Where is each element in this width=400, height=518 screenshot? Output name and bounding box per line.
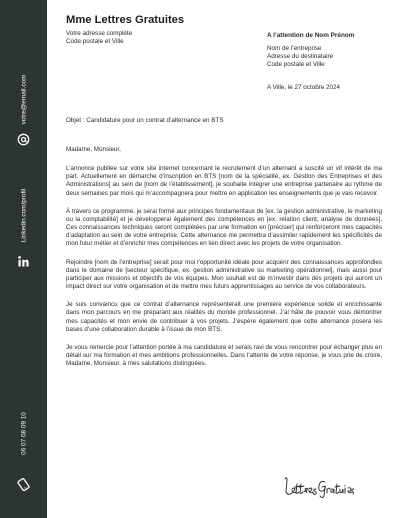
recipient-address: Adresse du destinataire bbox=[267, 53, 334, 61]
recipient-city: Code postale et Ville bbox=[267, 61, 325, 69]
recipient-company: Nom de l’entreprise bbox=[267, 45, 322, 52]
contact-sidebar bbox=[0, 0, 47, 518]
sidebar-linkedin[interactable]: Linkedin.com/profil bbox=[20, 188, 27, 243]
letter-subject: Objet : Candidature pour un contrat d’alternance en BTS bbox=[66, 117, 224, 124]
sidebar-phone[interactable]: 06 07 08 09 10 bbox=[20, 412, 27, 455]
sender-address: Votre adresse complète bbox=[66, 30, 133, 37]
recipient-block bbox=[267, 32, 354, 70]
sender-block bbox=[66, 14, 184, 46]
letter-date: A Ville, le 27 octobre 2024 bbox=[267, 84, 341, 91]
paragraph: L’annonce publiée sur votre site internet concernant le recrutement d’un alternant a suscité un vif intérêt de ma part. Actuellement en démarche d’inscription en BTS [nom de la spécialité, ex. Gestion des Entreprises et des Administrations] au sein de [nom de l’établissement], je souhaite intégrer une entreprise partenaire au rythme de deux semaines par mois qui m’accompagnera pour mettre en application les enseignements que je vais recevoir. bbox=[66, 165, 382, 197]
recipient-title: A l’attention de Nom Prénom bbox=[267, 32, 355, 39]
paragraph: Je vous remercie pour l’attention portée à ma candidature et serais ravi de vous rencontrer pour échanger plus en détail sur ma formation et mes ambitions professionnelles. Dans l’attente de votre réponse, je vous prie de croire, Madame, Monsieur, à mes salutations distinguées. bbox=[66, 343, 382, 368]
paragraph: À travers ce programme, je serai formé aux principes fondamentaux de [ex. la gestion administrative, le marketing ou la comptabilité] et je développerai également des compétences en [ex. relation client, analyse de données]. Ces connaissances techniques seront complétées par une formation en [préciser] qui renforceront mes capacités d’adaptation au sein de votre entreprise. Cette alternance me permettra d’assimiler rapidement les spécificités de mon futur métier et d’enrichir mes compétences en lien direct avec les projets de votre organisation. bbox=[66, 207, 382, 248]
paragraph: Rejoindre [nom de l’entreprise] serait pour moi l’opportunité idéale pour acquérir des connaissances approfondies dans le domaine de [secteur spécifique, ex. gestion administrative ou marketing opérationnel], mais aussi pour participer aux missions et objectifs de vos équipes. Mon souhait est de m’investir dans des projets qui auront un impact direct sur votre organisation et de mettre mes futurs apprentissages au service de vos collaborateurs. bbox=[66, 258, 382, 291]
sender-city: Code postale et Ville bbox=[66, 38, 124, 46]
linkedin-icon bbox=[17, 255, 30, 268]
sender-name: Mme Lettres Gratuites bbox=[66, 14, 185, 26]
handwritten-signature bbox=[282, 474, 354, 500]
letter-body bbox=[66, 146, 382, 378]
sidebar-email[interactable]: votre@email.com bbox=[20, 74, 27, 125]
greeting: Madame, Monsieur, bbox=[66, 146, 121, 153]
phone-icon bbox=[17, 478, 30, 491]
at-icon bbox=[17, 133, 30, 146]
paragraph: Je suis convaincu que ce contrat d’alternance représenterait une première expérience solide et enrichissante dans mon parcours en me préparant aux réalités du monde professionnel. J’ai hâte de pouvoir vous démontrer mes capacités et mon envie de contribuer à vos projets. J’espère également que cette alternance posera les bases d’une collaboration durable à l’issue de mon BTS. bbox=[66, 301, 382, 333]
